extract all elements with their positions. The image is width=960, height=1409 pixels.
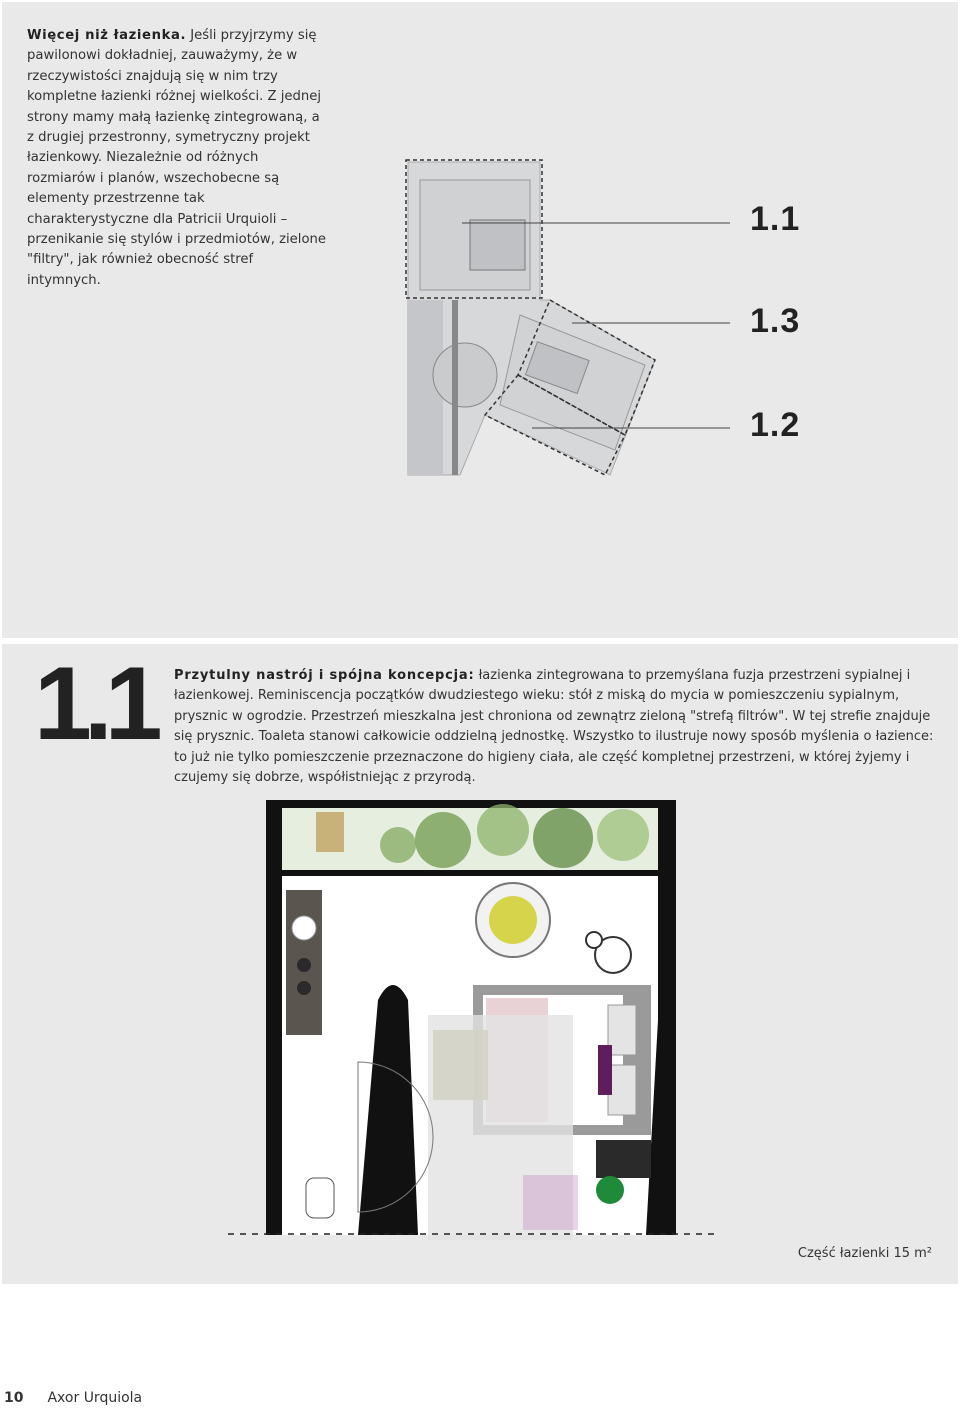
section-number: 1.1 <box>34 646 155 762</box>
intro-text: Jeśli przyjrzymy się pawilonowi dokładniej, zauważymy, że w rzeczywistości znajdują się w nim trzy kompletne łazienki różnej wielkości. Z jednej strony mamy małą łazienkę zintegrowaną, a z drugiej przestronny, symetryczny projekt łazienkowy. Niezależnie od różnych rozmiarów i planów, wszechobecne są elementy przestrzenne tak charakterystyczne dla Patricii Urquioli – przenikanie się stylów i przedmiotów, zielone "filtry", jak również obecność stref intymnych. <box>27 28 327 288</box>
plan-label-1-3: 1.3 <box>750 302 801 340</box>
plan-label-1-1: 1.1 <box>750 200 801 238</box>
section-text: łazienka zintegrowana to przemyślana fuzja przestrzeni sypialnej i łazienkowej. Reminiscencja początków dwudziestego wieku: stół z miską do mycia w pomieszczeniu sypialnym, prysznic w ogrodzie. Przestrzeń mieszkalna jest chroniona od zewnątrz zieloną "strefą filtrów". W tej strefie znajduje się prysznic. Toaleta stanowi całkowicie oddzielną jednostkę. Wszystko to ilustruje nowy sposób myślenia o łazience: to już nie tylko pomieszczenie przeznaczone do higieny ciała, ale część kompletnej przestrzeni, w której żyjemy i czujemy się dobrze, współistniejąc z przyrodą. <box>174 668 934 786</box>
pavilion-plan-drawing <box>406 160 730 475</box>
page-number: 10 <box>4 1390 24 1406</box>
intro-paragraph <box>27 26 327 291</box>
plan-label-1-2: 1.2 <box>750 406 801 444</box>
section-lead: Przytulny nastrój i spójna koncepcja: <box>174 668 475 683</box>
page-footer <box>4 1390 142 1406</box>
bathroom-floor-plan <box>228 800 718 1240</box>
area-caption: Część łazienki 15 m² <box>797 1246 932 1261</box>
bathroom-plan-drawing <box>228 800 718 1240</box>
intro-lead: Więcej niż łazienka. <box>27 28 187 43</box>
plant-strip <box>282 804 658 870</box>
section-description <box>174 666 936 788</box>
footer-brand: Axor Urquiola <box>47 1390 143 1406</box>
